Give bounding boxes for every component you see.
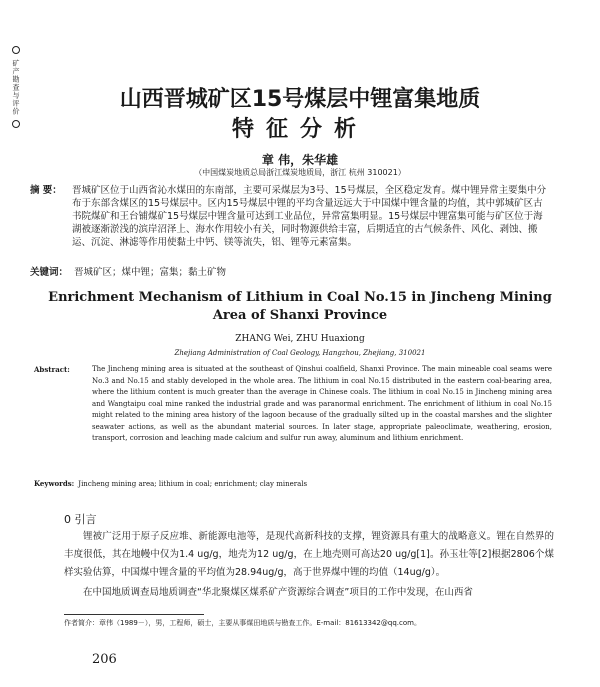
keywords-cn-label: 关键词： [30,267,69,278]
paragraph-1: 锂被广泛用于原子反应堆、新能源电池等，是现代高新科技的支撑，锂资源具有重大的战略意义。锂在自然界的丰度很低，其在地幔中仅为1.4 ug/g，地壳为12 ug/g，在上地壳则可高达20 ug/g[1]。孙玉壮等[2]根据2806个煤样实验估算，中国煤中锂含量的平均值为28.94ug/g，高于世界煤中锂的均值（14ug/g）。 [64,531,554,578]
title-cn-line1: 山西晋城矿区15号煤层中锂富集地质 [119,87,481,112]
abstract-en-text: The Jincheng mining area is situated at the southeast of Qinshui coalfield, Shanxi Province. The main mineable coal seams were No.3 and No.15 and stably developed in the whole area. The lithium in coal No.15 distributed in the eastern coal-bearing area, where the lithium content is much greater than the average in Chinese coals. The lithium in coal No.15 in Jincheng mining area and Wangtaipu coal mine ranked the industrial grade and was paranormal enrichment. The enrichment of lithium in coal No.15 might related to the mining area history of the lagoon because of the gradually silted up in the coastal marshes and the slighter seawater actions, as well as the abundant material sources. In later stage, appropriate paleoclimate, weathering, erosion, transport, corrosion and leaching made calcium and sulfur run away, aluminum and lithium enrichment. [92,365,552,442]
abstract-cn [30,184,550,249]
keywords-cn-text: 晋城矿区；煤中锂；富集；黏土矿物 [74,267,227,278]
affiliation-cn: （中国煤炭地质总局浙江煤炭地质局，浙江 杭州 310021） [194,168,406,177]
footnote-divider [64,614,204,615]
abstract-en-label: Abstract: [34,365,70,374]
authors-cn: 章 伟，朱华雄 [261,153,339,167]
abstract-cn-label: 摘 要： [30,185,62,196]
keywords-en-label: Keywords: [34,479,75,488]
title-en: Enrichment Mechanism of Lithium in Coal No.15 in Jincheng Mining Area of Shanxi Province [48,290,552,323]
section-label-text: 矿产勘查与评价 [12,59,20,116]
authors-en: ZHANG Wei, ZHU Huaxiong [235,334,365,344]
keywords-cn [30,264,550,278]
circle-bullet-icon [12,46,20,54]
body-text [64,528,554,602]
keywords-en-text: Jincheng mining area; lithium in coal; enrichment; clay minerals [78,480,308,488]
title-cn-line2: 特征分析 [231,117,368,142]
page-number: 206 [92,652,117,667]
keywords-en [34,479,554,488]
section-heading: 0 引言 [64,513,97,526]
abstract-en [34,364,552,445]
affiliation-en: Zhejiang Administration of Coal Geology, Hangzhou, Zhejiang, 310021 [174,349,426,357]
abstract-cn-text: 晋城矿区位于山西省沁水煤田的东南部，主要可采煤层为3号、15号煤层，全区稳定发育。煤中锂异常主要集中分布于东部含煤区的15号煤层中。区内15号煤层中锂的平均含量远远大于中国煤中锂含量的均值，其中郭城矿区古书院煤矿和王台铺煤矿15号煤层中锂含量可达到工业品位，异常富集明显。15号煤层中锂富集可能与矿区位于海湖被逐渐淤浅的滨岸沼泽上、海水作用较小有关，同时物源供给丰富，后期适宜的古气候条件、风化、剥蚀、搬运、沉淀、淋滤等作用使黏土中钙、镁等流失，铝、锂等元素富集。 [72,185,547,248]
paragraph-2: 在中国地质调查局地质调查“华北聚煤区煤系矿产资源综合调查”项目的工作中发现，在山西省 [83,587,473,598]
author-footnote: 作者简介：章伟（1989－），男，工程师，硕士，主要从事煤田地质与勘查工作。E-mail：81613342@qq.com。 [64,619,421,627]
